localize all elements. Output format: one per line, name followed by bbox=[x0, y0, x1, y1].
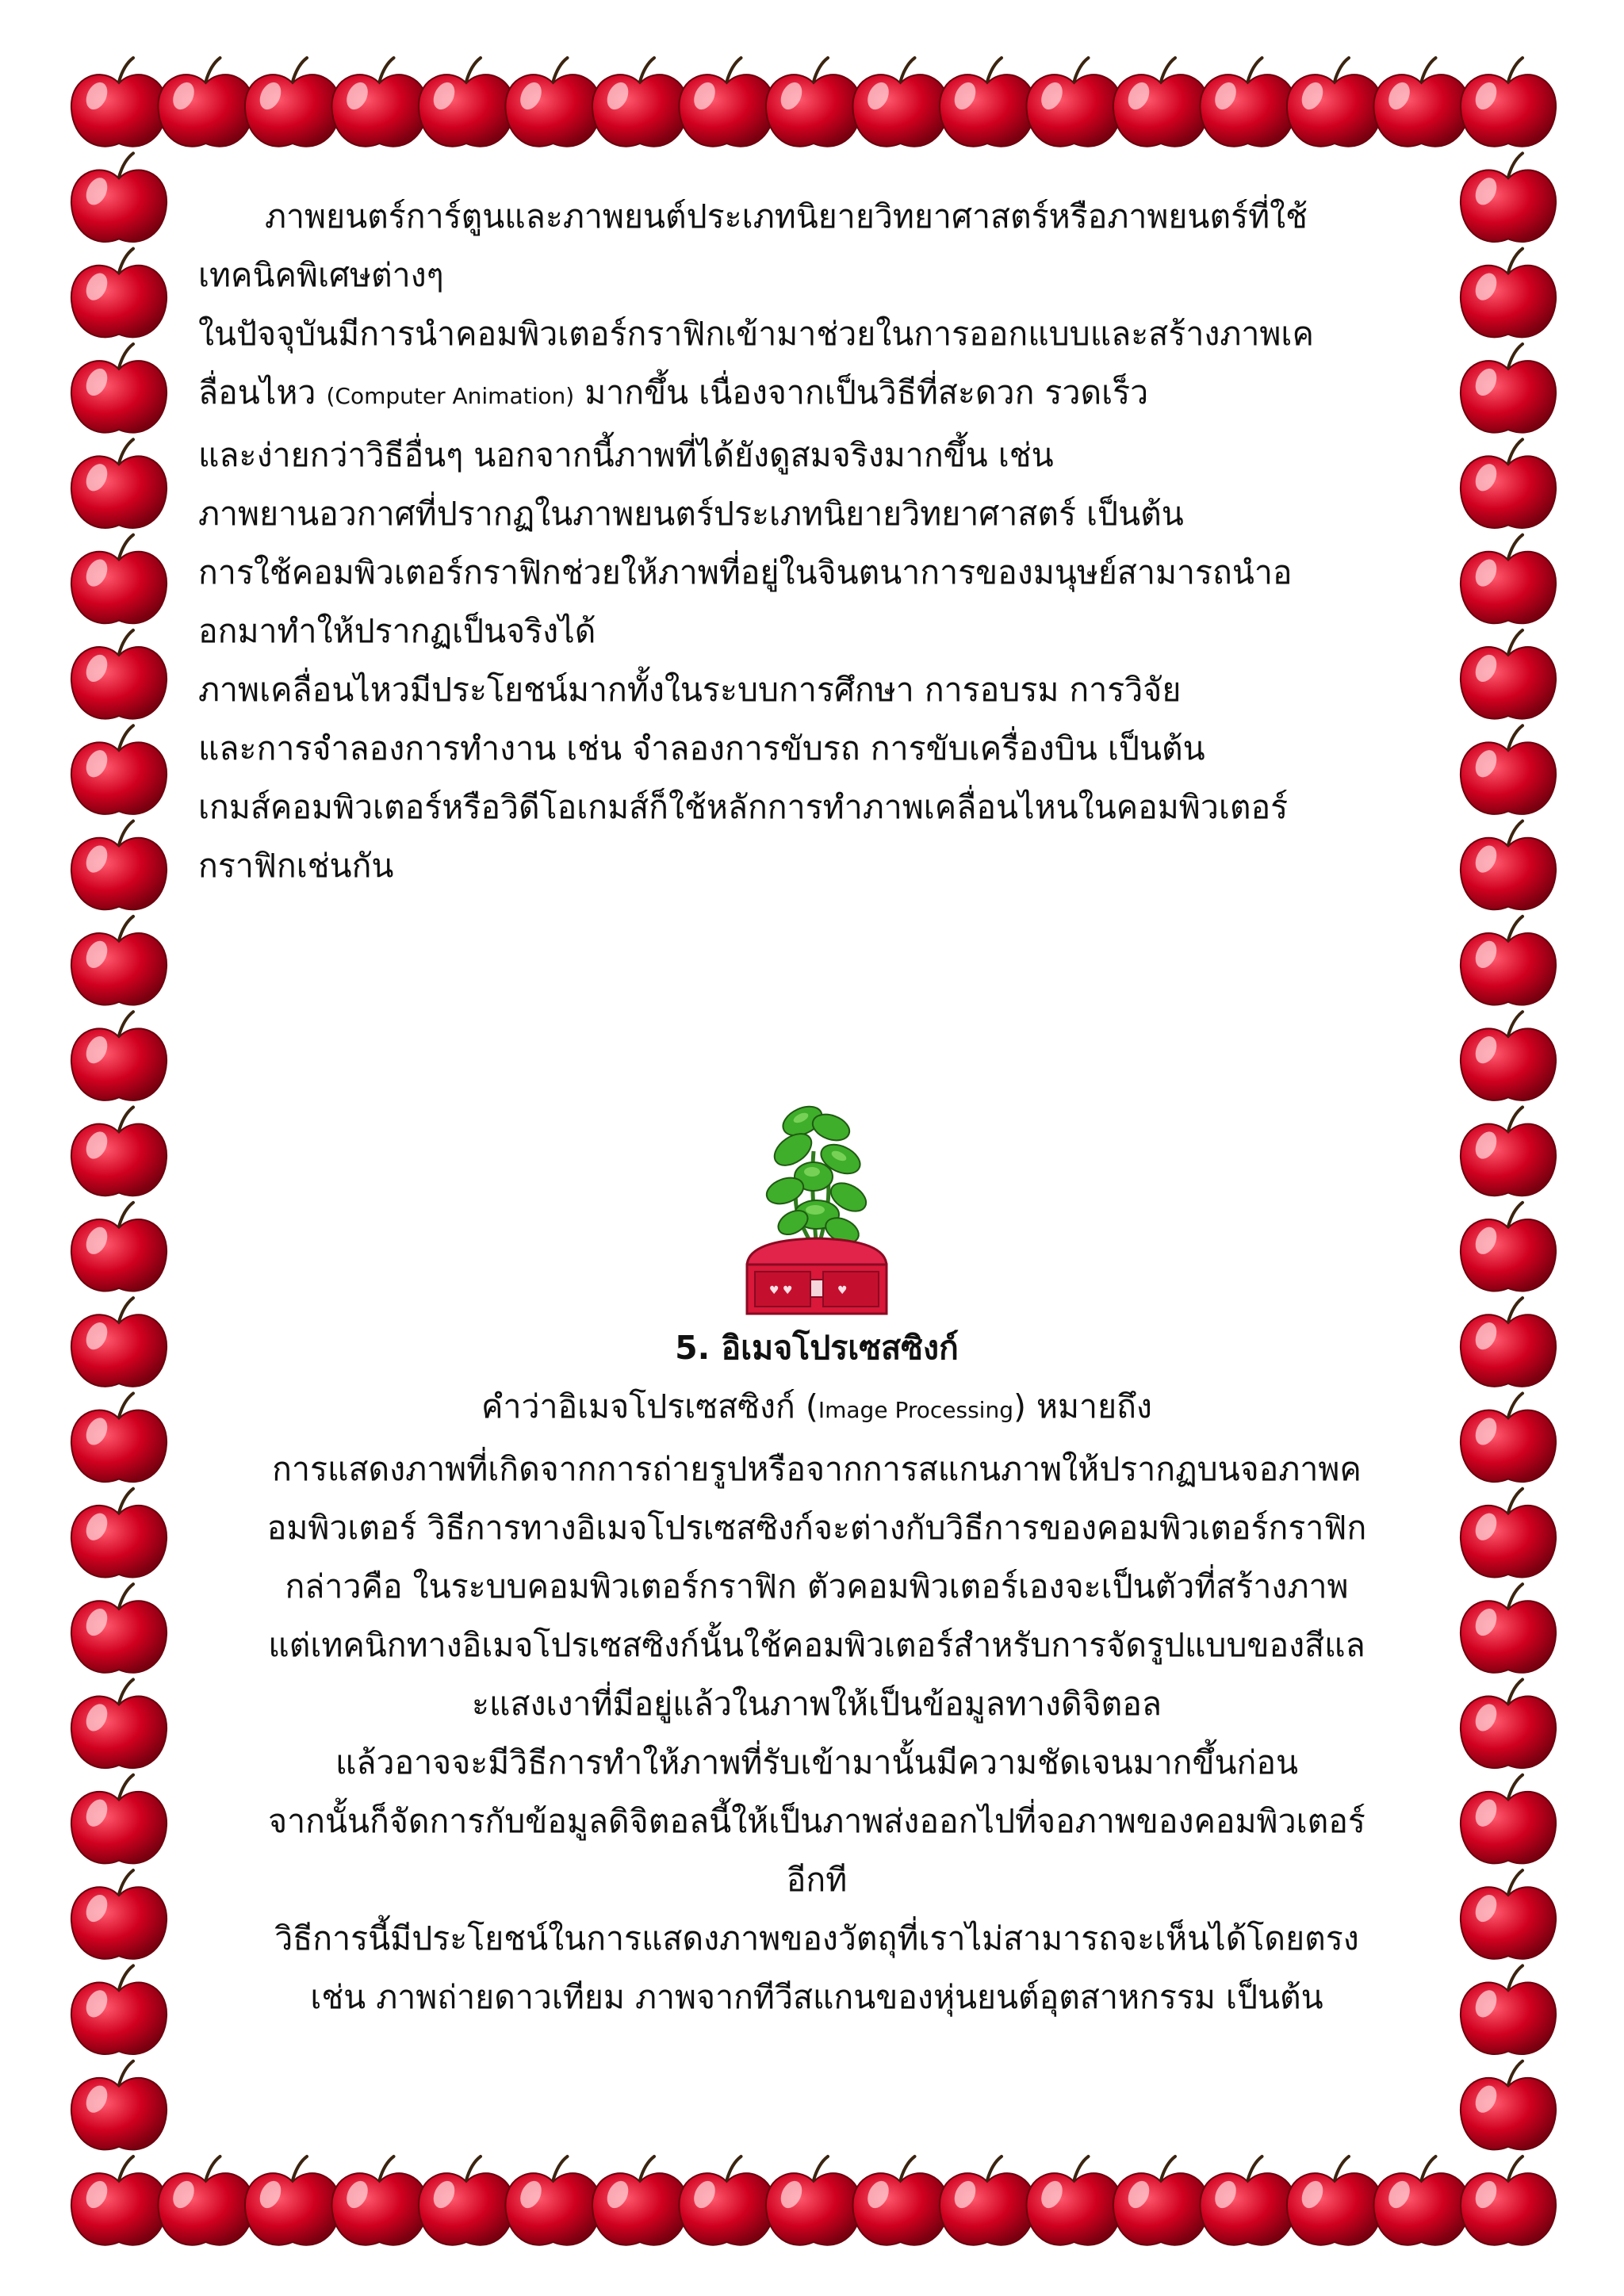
apple-icon bbox=[1461, 916, 1556, 1005]
paragraph-line bbox=[198, 1440, 1435, 1498]
apple-icon bbox=[766, 2156, 861, 2245]
apple-icon bbox=[331, 2156, 427, 2245]
apple-icon bbox=[245, 2156, 340, 2245]
text-line: ภาพเคลื่อนไหวมีประโยชน์มากทั้งในระบบการศึกษา การอบรม การวิจัย bbox=[198, 671, 1182, 709]
apple-icon bbox=[1461, 1012, 1556, 1100]
apple-icon bbox=[852, 2156, 948, 2245]
paragraph bbox=[198, 187, 1435, 246]
text-line: การแสดงภาพที่เกิดจากการถ่ายรูปหรือจากการสแกนภาพให้ปรากฏบนจอภาพค bbox=[272, 1450, 1362, 1488]
svg-text:♥ ♥: ♥ ♥ bbox=[769, 1284, 793, 1297]
apple-icon bbox=[766, 58, 861, 147]
apple-icon bbox=[505, 2156, 600, 2245]
apple-icon bbox=[71, 630, 167, 719]
apple-icon bbox=[1113, 2156, 1208, 2245]
apple-icon bbox=[592, 2156, 688, 2245]
apple-icon bbox=[505, 58, 600, 147]
apple-icon bbox=[331, 58, 427, 147]
text-line: เทคนิคพิเศษต่างๆ bbox=[198, 256, 444, 294]
text-line: จากนั้นก็จัดการกับข้อมูลดิจิตอลนี้ให้เป็นภาพส่งออกไปที่จอภาพของคอมพิวเตอร์ bbox=[268, 1802, 1365, 1840]
apple-icon bbox=[71, 725, 167, 814]
paragraph-line bbox=[198, 1968, 1435, 2026]
heading-number: 5. bbox=[675, 1329, 710, 1367]
apple-icon bbox=[1461, 1965, 1556, 2054]
apple-icon bbox=[71, 2061, 167, 2150]
apple-icon bbox=[1461, 1393, 1556, 1482]
heading-text: อิเมจโปรเซสซิงก์ bbox=[710, 1329, 959, 1367]
text-line: อมพิวเตอร์ วิธีการทางอิเมจโปรเซสซิงก์จะต่างกับวิธีการของคอมพิวเตอร์กราฟิก bbox=[266, 1509, 1367, 1547]
text-line: แล้วอาจจะมีวิธีการทำให้ภาพที่รับเข้ามานั้นมีความชัดเจนมากขึ้นก่อน bbox=[335, 1743, 1299, 1781]
intro-section bbox=[198, 187, 1435, 895]
paragraph-line bbox=[198, 1909, 1435, 1968]
paragraph-line bbox=[198, 1498, 1435, 1557]
apple-icon bbox=[1287, 58, 1382, 147]
apple-icon bbox=[1461, 58, 1556, 147]
text-line: แต่เทคนิกทางอิเมจโปรเซสซิงก์นั้นใช้คอมพิวเตอร์สำหรับการจัดรูปแบบของสีแล bbox=[268, 1626, 1365, 1664]
text-line: ภาพยนตร์การ์ตูนและภาพยนต์ประเภทนิยายวิทยาศาสตร์หรือภาพยนตร์ที่ใช้ bbox=[265, 197, 1308, 235]
apple-icon bbox=[71, 535, 167, 624]
latin-term: (Computer Animation) bbox=[326, 383, 575, 409]
apple-icon bbox=[71, 58, 167, 147]
apple-icon bbox=[1461, 2061, 1556, 2150]
apple-icon bbox=[158, 58, 253, 147]
text-line: ะแสงเงาที่มีอยู่แล้วในภาพให้เป็นข้อมูลทางดิจิตอล bbox=[472, 1685, 1162, 1723]
paragraph-line bbox=[198, 543, 1435, 602]
paragraph-line bbox=[198, 1792, 1435, 1850]
apple-icon bbox=[419, 2156, 514, 2245]
apple-icon bbox=[940, 2156, 1035, 2245]
text-line: อีกที bbox=[786, 1861, 848, 1899]
paragraph-line bbox=[198, 660, 1435, 719]
apple-icon bbox=[1461, 725, 1556, 814]
apple-icon bbox=[71, 821, 167, 910]
latin-term: Image Processing bbox=[818, 1397, 1013, 1423]
apple-icon bbox=[71, 1012, 167, 1100]
paragraph-line bbox=[198, 246, 1435, 304]
apple-icon bbox=[71, 1203, 167, 1292]
apple-icon bbox=[245, 58, 340, 147]
apple-icon bbox=[1461, 1108, 1556, 1196]
image-processing-section bbox=[198, 1318, 1435, 2026]
apple-icon bbox=[71, 249, 167, 338]
text-line: การใช้คอมพิวเตอร์กราฟิกช่วยให้ภาพที่อยู่ในจินตนาการของมนุษย์สามารถนำอ bbox=[198, 553, 1293, 591]
apple-icon bbox=[71, 1298, 167, 1387]
paragraph-line bbox=[198, 1674, 1435, 1733]
plant-in-mailbox-icon bbox=[737, 1104, 896, 1318]
apple-icon bbox=[940, 58, 1035, 147]
apple-icon bbox=[71, 2156, 167, 2245]
apple-icon bbox=[71, 1679, 167, 1768]
text-line: วิธีการนี้มีประโยชน์ในการแสดงภาพของวัตถุที่เราไม่สามารถจะเห็นได้โดยตรง bbox=[274, 1919, 1359, 1957]
apple-icon bbox=[419, 58, 514, 147]
apple-icon bbox=[71, 1108, 167, 1196]
apple-icon bbox=[1287, 2156, 1382, 2245]
svg-text:♥: ♥ bbox=[837, 1284, 848, 1297]
text-line: เช่น ภาพถ่ายดาวเทียม ภาพจากทีวีสแกนของหุ่นยนต์อุตสาหกรรม เป็นต้น bbox=[310, 1978, 1323, 2016]
apple-icon bbox=[1461, 1203, 1556, 1292]
paragraph-line bbox=[198, 719, 1435, 778]
apple-icon bbox=[1461, 153, 1556, 242]
text-line: และง่ายกว่าวิธีอื่นๆ นอกจากนี้ภาพที่ได้ยังดูสมจริงมากขึ้น เช่น bbox=[198, 436, 1054, 474]
apple-icon bbox=[71, 1965, 167, 2054]
paragraph-line bbox=[198, 836, 1435, 895]
apple-icon bbox=[852, 58, 948, 147]
apple-icon bbox=[1461, 1679, 1556, 1768]
section-heading bbox=[198, 1318, 1435, 1377]
apple-icon bbox=[71, 916, 167, 1005]
apple-icon bbox=[1461, 1870, 1556, 1959]
apple-icon bbox=[1113, 58, 1208, 147]
text-line: อกมาทำให้ปรากฏเป็นจริงได้ bbox=[198, 612, 596, 650]
apple-icon bbox=[1200, 2156, 1295, 2245]
apple-icon bbox=[1461, 344, 1556, 433]
apple-icon bbox=[1461, 1584, 1556, 1673]
apple-icon bbox=[1461, 2156, 1556, 2245]
apple-icon bbox=[679, 58, 774, 147]
apple-icon bbox=[71, 153, 167, 242]
apple-icon bbox=[1461, 1298, 1556, 1387]
text-line: เกมส์คอมพิวเตอร์หรือวิดีโอเกมส์ก็ใช้หลักการทำภาพเคลื่อนไหนในคอมพิวเตอร์ bbox=[198, 788, 1289, 826]
text-line: คำว่าอิเมจโปรเซสซิงก์ ( bbox=[481, 1387, 818, 1425]
apple-icon bbox=[71, 439, 167, 528]
apple-icon bbox=[1461, 439, 1556, 528]
apple-icon bbox=[71, 1584, 167, 1673]
text-line: ภาพยานอวกาศที่ปรากฏในภาพยนตร์ประเภทนิยายวิทยาศาสตร์ เป็นต้น bbox=[198, 495, 1184, 533]
apple-icon bbox=[158, 2156, 253, 2245]
apple-icon bbox=[1026, 58, 1121, 147]
apple-icon bbox=[1373, 2156, 1469, 2245]
apple-icon bbox=[1461, 249, 1556, 338]
text-line: ในปัจจุบันมีการนำคอมพิวเตอร์กราฟิกเข้ามาช่วยในการออกแบบและสร้างภาพเค bbox=[198, 315, 1314, 353]
paragraph-line bbox=[198, 602, 1435, 660]
apple-icon bbox=[592, 58, 688, 147]
paragraph-line bbox=[198, 1377, 1435, 1440]
paragraph-line bbox=[198, 363, 1435, 426]
paragraph-line bbox=[198, 778, 1435, 836]
apple-icon bbox=[71, 344, 167, 433]
apple-icon bbox=[1373, 58, 1469, 147]
apple-icon bbox=[1461, 630, 1556, 719]
paragraph-line bbox=[198, 484, 1435, 543]
apple-icon bbox=[71, 1489, 167, 1578]
apple-icon bbox=[71, 1393, 167, 1482]
apple-icon bbox=[1461, 1489, 1556, 1578]
paragraph-line bbox=[198, 426, 1435, 484]
text-line: มากขึ้น เนื่องจากเป็นวิธีที่สะดวก รวดเร็ว bbox=[574, 373, 1149, 411]
text-line: กราฟิกเช่นกัน bbox=[198, 847, 394, 885]
paragraph-line bbox=[198, 1733, 1435, 1792]
text-line: และการจำลองการทำงาน เช่น จำลองการขับรถ การขับเครื่องบิน เป็นต้น bbox=[198, 729, 1205, 767]
text-line: ) หมายถึง bbox=[1013, 1387, 1152, 1425]
paragraph-line bbox=[198, 1557, 1435, 1616]
apple-icon bbox=[71, 1870, 167, 1959]
apple-icon bbox=[1461, 535, 1556, 624]
apple-icon bbox=[71, 1775, 167, 1864]
paragraph-line bbox=[198, 304, 1435, 363]
text-line: กล่าวคือ ในระบบคอมพิวเตอร์กราฟิก ตัวคอมพิวเตอร์เองจะเป็นตัวที่สร้างภาพ bbox=[285, 1567, 1349, 1605]
apple-icon bbox=[679, 2156, 774, 2245]
paragraph-line bbox=[198, 1850, 1435, 1909]
apple-icon bbox=[1461, 821, 1556, 910]
apple-icon bbox=[1026, 2156, 1121, 2245]
text-line: ลื่อนไหว bbox=[198, 373, 327, 411]
apple-icon bbox=[1461, 1775, 1556, 1864]
paragraph-line bbox=[198, 1616, 1435, 1674]
apple-icon bbox=[1200, 58, 1295, 147]
